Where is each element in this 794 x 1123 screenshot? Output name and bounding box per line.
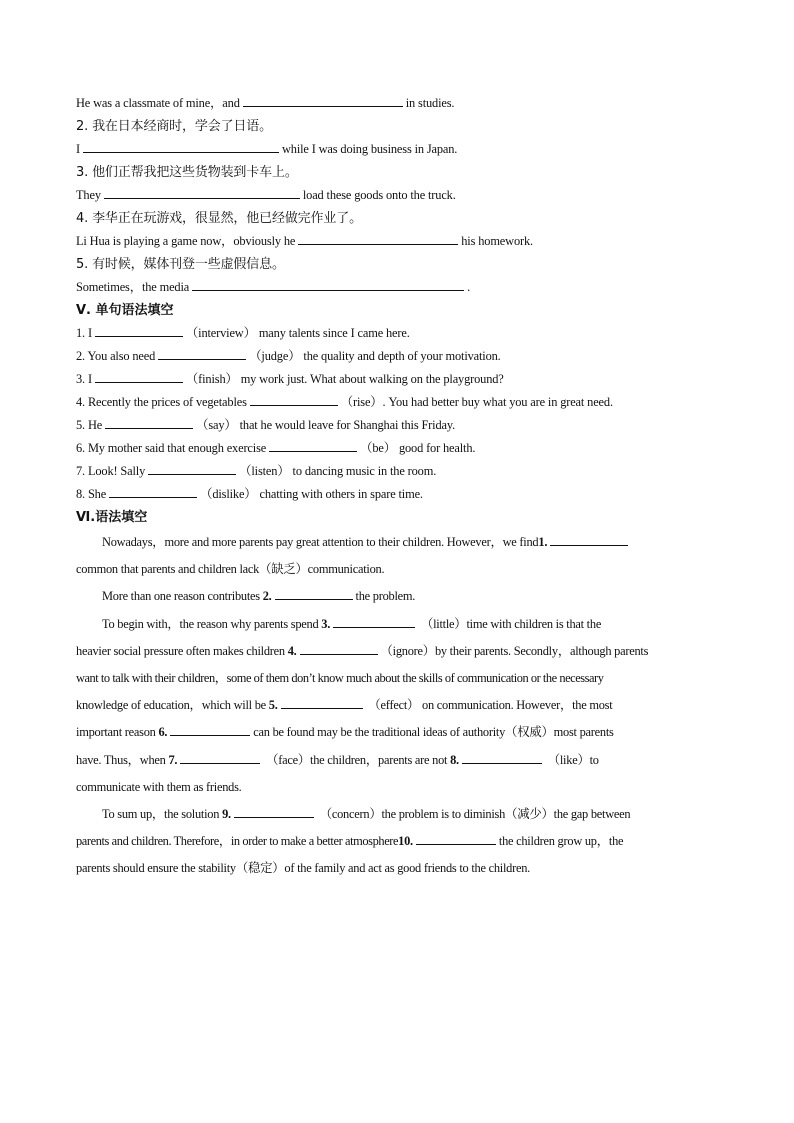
- answer-blank-4[interactable]: [300, 643, 378, 655]
- passage-line: heavier social pressure often makes children 4. （ignore）by their parents. Secondly，although parents: [76, 643, 649, 658]
- translation-q2-english: I while I was doing business in Japan.: [76, 142, 458, 156]
- answer-blank[interactable]: [109, 486, 197, 498]
- grammar-item-5: 5. He （say） that he would leave for Shanghai this Friday.: [76, 418, 456, 432]
- answer-blank-3[interactable]: [333, 616, 415, 628]
- passage-line: want to talk with their children，some of them don’t know much about the skills of communication or the necessary: [76, 671, 604, 686]
- section-v-items: [76, 322, 726, 506]
- grammar-item-1: 1. I （interview） many talents since I came here.: [76, 326, 410, 340]
- translation-q5-chinese: 5. 有时候，媒体刊登一些虚假信息。: [76, 257, 285, 272]
- passage-line: More than one reason contributes 2. the problem.: [102, 589, 416, 604]
- passage-line: To begin with，the reason why parents spend 3. （little）time with children is that the: [102, 616, 602, 631]
- passage-line: common that parents and children lack（缺乏）communication.: [76, 562, 385, 577]
- answer-blank[interactable]: [95, 371, 183, 383]
- passage-line: communicate with them as friends.: [76, 779, 242, 794]
- passage: [76, 529, 726, 883]
- answer-blank[interactable]: [298, 233, 458, 245]
- text: He was a classmate of mine，and: [76, 96, 240, 110]
- worksheet-page: [76, 92, 726, 883]
- answer-blank[interactable]: [192, 279, 464, 291]
- answer-blank-5[interactable]: [281, 697, 363, 709]
- answer-blank-7[interactable]: [180, 752, 260, 764]
- translation-q2-chinese: 2. 我在日本经商时，学会了日语。: [76, 119, 272, 134]
- answer-blank[interactable]: [83, 141, 279, 153]
- passage-line: knowledge of education，which will be 5. （effect） on communication. However，the most: [76, 698, 613, 713]
- translation-q3-english: They load these goods onto the truck.: [76, 188, 456, 202]
- grammar-item-7: 7. Look! Sally （listen） to dancing music in the room.: [76, 464, 437, 478]
- answer-blank[interactable]: [104, 187, 300, 199]
- answer-blank[interactable]: [105, 417, 193, 429]
- grammar-item-6: 6. My mother said that enough exercise （be） good for health.: [76, 441, 476, 455]
- answer-blank[interactable]: [250, 394, 338, 406]
- grammar-item-3: 3. I （finish） my work just. What about walking on the playground?: [76, 372, 504, 386]
- text: in studies.: [405, 96, 455, 110]
- translation-q5-english: Sometimes，the media .: [76, 280, 471, 294]
- answer-blank-1[interactable]: [550, 534, 628, 546]
- passage-line: parents and children. Therefore，in order to make a better atmosphere10. the children grow up，the: [76, 834, 624, 849]
- section-vi-heading: Ⅵ.语法填空: [76, 510, 148, 525]
- answer-blank[interactable]: [148, 463, 236, 475]
- passage-line: Nowadays，more and more parents pay great attention to their children. However，we find1.: [76, 529, 726, 556]
- grammar-item-8: 8. She （dislike） chatting with others in spare time.: [76, 487, 423, 501]
- answer-blank[interactable]: [243, 95, 403, 107]
- passage-line: have. Thus，when 7. （face）the children，parents are not 8. （like）to: [76, 752, 599, 767]
- grammar-item-2: 2. You also need （judge） the quality and depth of your motivation.: [76, 349, 501, 363]
- passage-line: To sum up，the solution 9. （concern）the problem is to diminish（减少）the gap between: [102, 807, 631, 822]
- answer-blank[interactable]: [95, 325, 183, 337]
- answer-blank[interactable]: [158, 348, 246, 360]
- answer-blank-6[interactable]: [170, 724, 250, 736]
- answer-blank-2[interactable]: [275, 588, 353, 600]
- answer-blank-8[interactable]: [462, 752, 542, 764]
- passage-line: parents should ensure the stability（稳定）of the family and act as good friends to the children.: [76, 861, 531, 876]
- passage-line: important reason 6. can be found may be the traditional ideas of authority（权威）most parents: [76, 725, 614, 740]
- answer-blank-9[interactable]: [234, 806, 314, 818]
- translation-q3-chinese: 3. 他们正帮我把这些货物装到卡车上。: [76, 165, 298, 180]
- section-v-heading: Ⅴ. 单句语法填空: [76, 303, 174, 318]
- translation-q4-english: Li Hua is playing a game now，obviously he his homework.: [76, 234, 533, 248]
- translation-q4-chinese: 4. 李华正在玩游戏，很显然，他已经做完作业了。: [76, 211, 362, 226]
- grammar-item-4: 4. Recently the prices of vegetables （rise）. You had better buy what you are in great need.: [76, 395, 613, 409]
- translation-line-1: [76, 92, 726, 115]
- answer-blank-10[interactable]: [416, 833, 496, 845]
- answer-blank[interactable]: [269, 440, 357, 452]
